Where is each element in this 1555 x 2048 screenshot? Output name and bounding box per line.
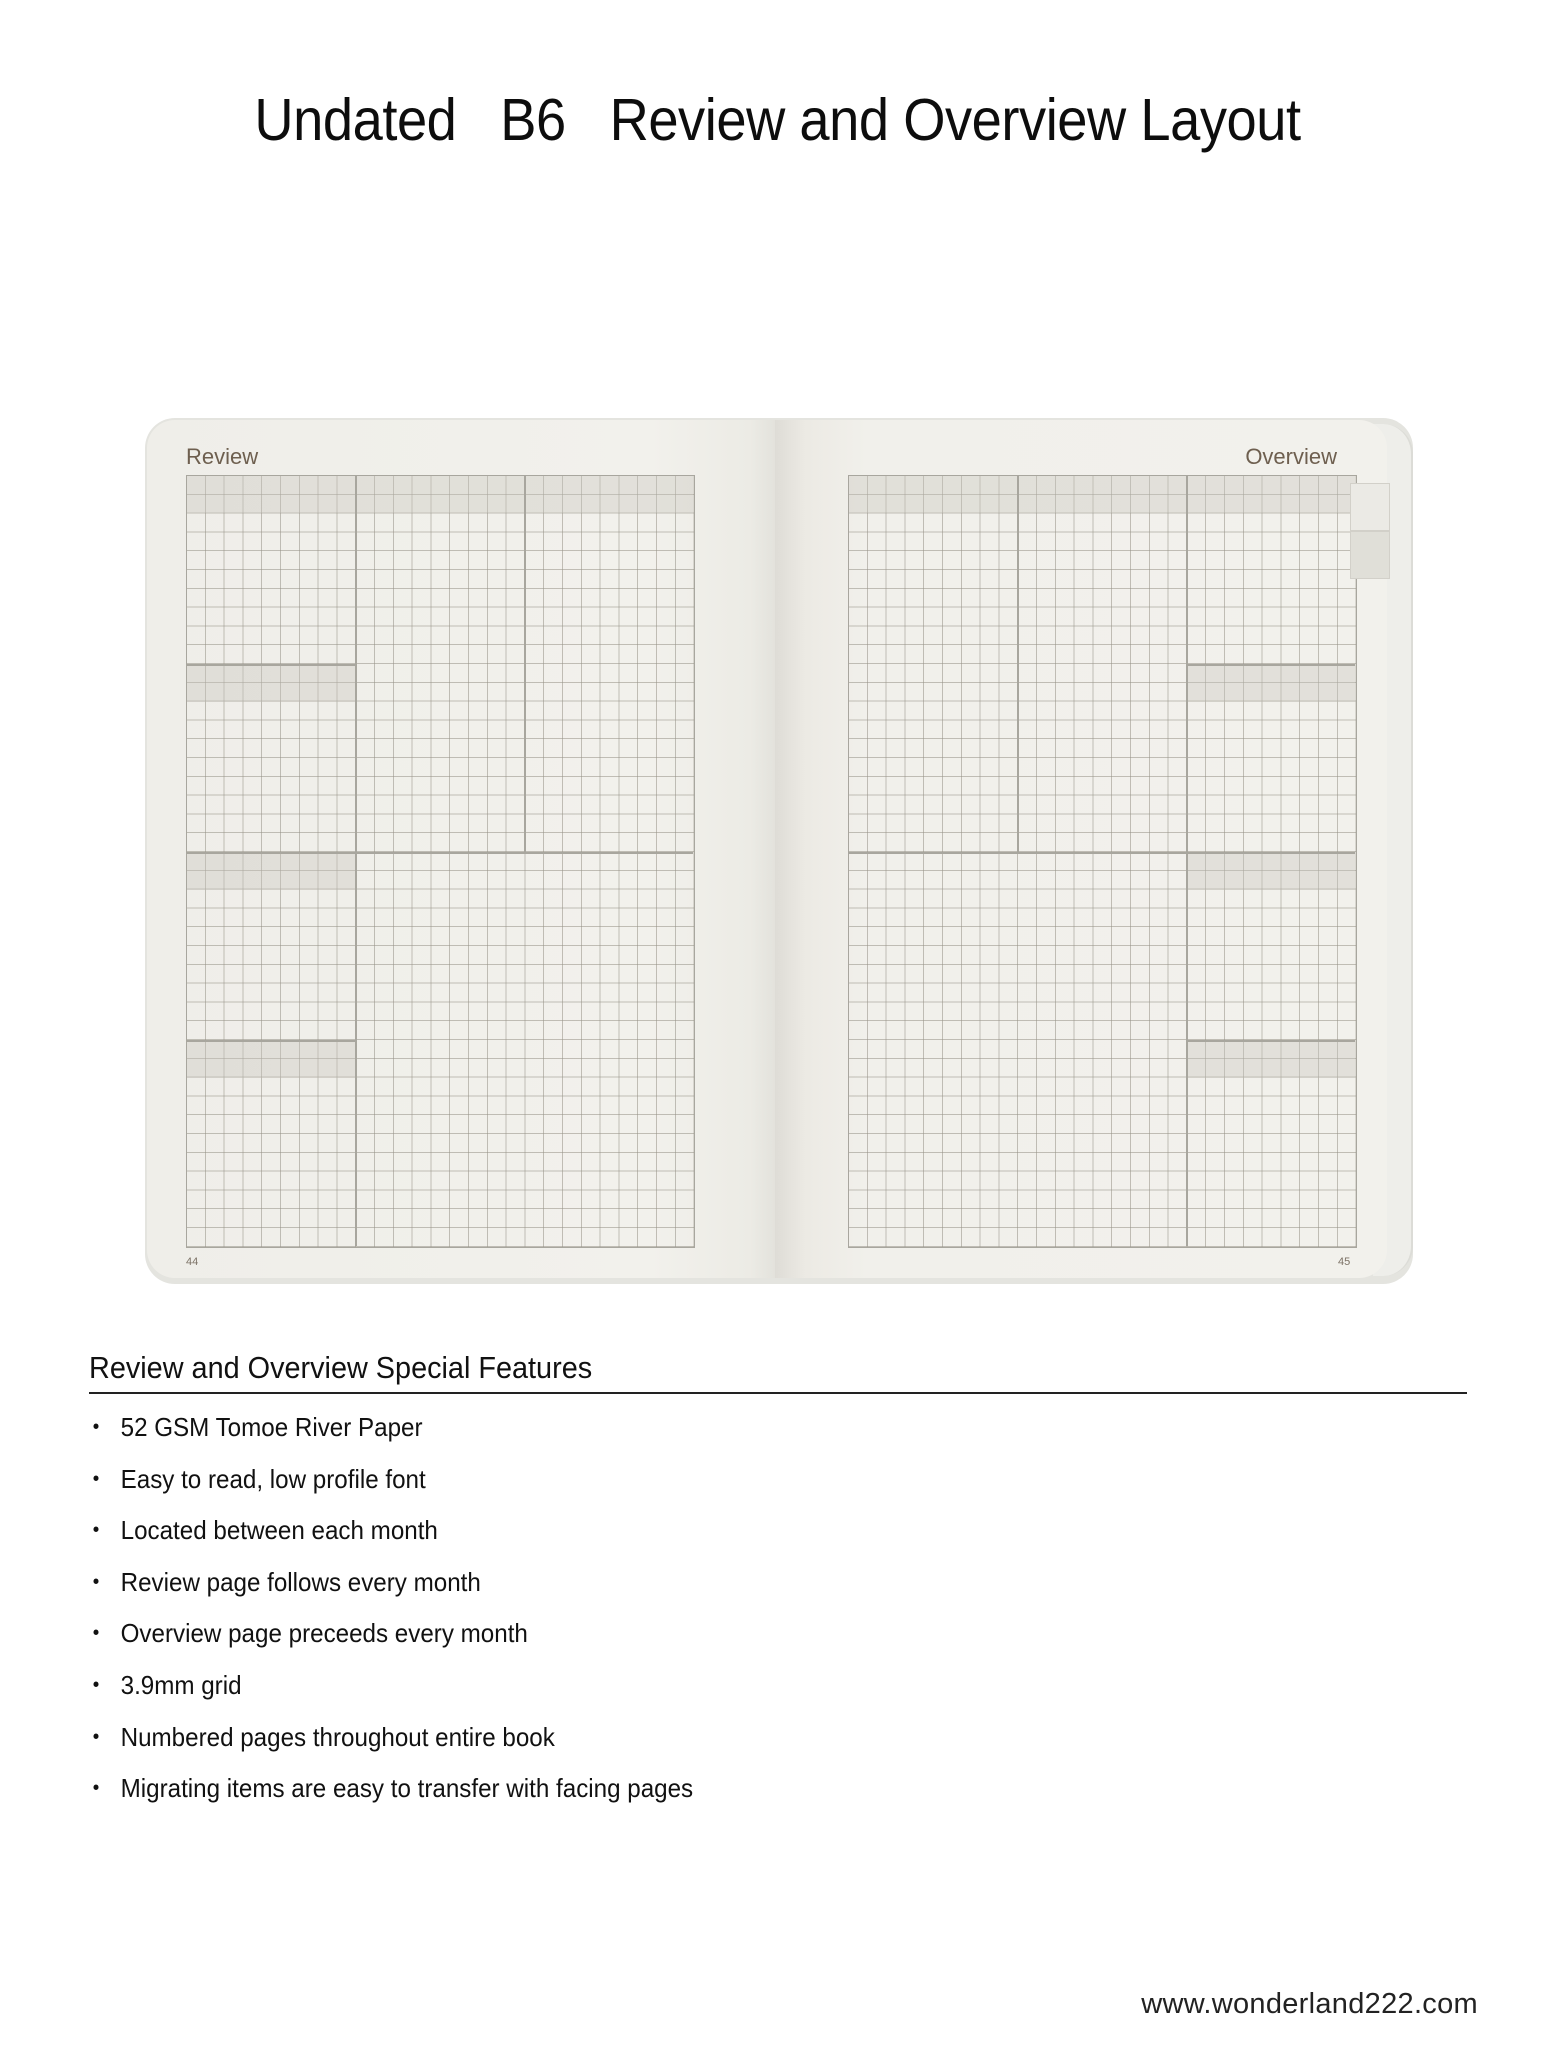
footer-website-link[interactable]: www.wonderland222.com bbox=[1141, 1988, 1478, 2020]
review-column-divider bbox=[524, 476, 526, 852]
review-page-label: Review bbox=[186, 444, 259, 469]
page-number-left: 44 bbox=[186, 1256, 199, 1268]
overview-grid bbox=[848, 475, 1357, 1248]
review-header-row bbox=[187, 476, 693, 513]
feature-text: Migrating items are easy to transfer with facing pages bbox=[120, 1773, 694, 1804]
review-section-band bbox=[187, 664, 356, 702]
review-section-divider bbox=[187, 1040, 356, 1042]
feature-text: Overview page preceeds every month bbox=[120, 1618, 528, 1649]
features-divider bbox=[89, 1392, 1467, 1394]
feature-item bbox=[89, 1608, 693, 1660]
feature-text: Review page follows every month bbox=[120, 1566, 481, 1597]
overview-column-divider bbox=[1186, 476, 1188, 1246]
page-number-right: 45 bbox=[1338, 1256, 1351, 1268]
feature-item bbox=[89, 1402, 693, 1454]
overview-section-divider bbox=[1187, 664, 1355, 666]
overview-section-band bbox=[1187, 664, 1355, 702]
review-page bbox=[147, 420, 775, 1278]
bullet-icon: • bbox=[92, 1519, 100, 1542]
bullet-icon: • bbox=[92, 1673, 100, 1696]
bullet-icon: • bbox=[92, 1777, 100, 1800]
feature-item bbox=[89, 1557, 693, 1609]
overview-page bbox=[775, 420, 1387, 1278]
index-tab[interactable] bbox=[1350, 483, 1390, 531]
feature-text: 3.9mm grid bbox=[120, 1669, 242, 1700]
feature-item bbox=[89, 1763, 693, 1815]
feature-text: Numbered pages throughout entire book bbox=[120, 1721, 555, 1752]
review-column-divider bbox=[355, 476, 357, 1246]
bullet-icon: • bbox=[92, 1622, 100, 1645]
feature-item bbox=[89, 1712, 693, 1764]
review-section-divider bbox=[187, 852, 693, 854]
overview-section-band bbox=[1187, 1040, 1355, 1078]
feature-text: Located between each month bbox=[120, 1515, 438, 1546]
index-tab[interactable] bbox=[1350, 531, 1390, 579]
overview-section-band bbox=[1187, 852, 1355, 890]
review-section-band bbox=[187, 852, 356, 890]
overview-header-row bbox=[849, 476, 1355, 513]
features-list bbox=[89, 1402, 739, 1815]
overview-section-divider bbox=[1187, 1040, 1355, 1042]
review-section-band bbox=[187, 1040, 356, 1078]
review-grid bbox=[186, 475, 695, 1248]
review-section-divider bbox=[187, 664, 356, 666]
overview-section-divider bbox=[849, 852, 1355, 854]
bullet-icon: • bbox=[92, 1467, 100, 1490]
feature-item bbox=[89, 1505, 693, 1557]
bullet-icon: • bbox=[92, 1725, 100, 1748]
feature-text: 52 GSM Tomoe River Paper bbox=[120, 1412, 423, 1442]
feature-item bbox=[89, 1454, 693, 1506]
overview-page-label: Overview bbox=[1245, 444, 1337, 469]
notebook-spread bbox=[145, 418, 1413, 1284]
feature-item bbox=[89, 1660, 693, 1712]
overview-column-divider bbox=[1017, 476, 1019, 852]
bullet-icon: • bbox=[92, 1416, 100, 1438]
page-title: Undated B6 Review and Overview Layout bbox=[254, 87, 1301, 153]
feature-text: Easy to read, low profile font bbox=[120, 1463, 426, 1494]
bullet-icon: • bbox=[92, 1570, 100, 1593]
features-heading: Review and Overview Special Features bbox=[89, 1350, 593, 1385]
